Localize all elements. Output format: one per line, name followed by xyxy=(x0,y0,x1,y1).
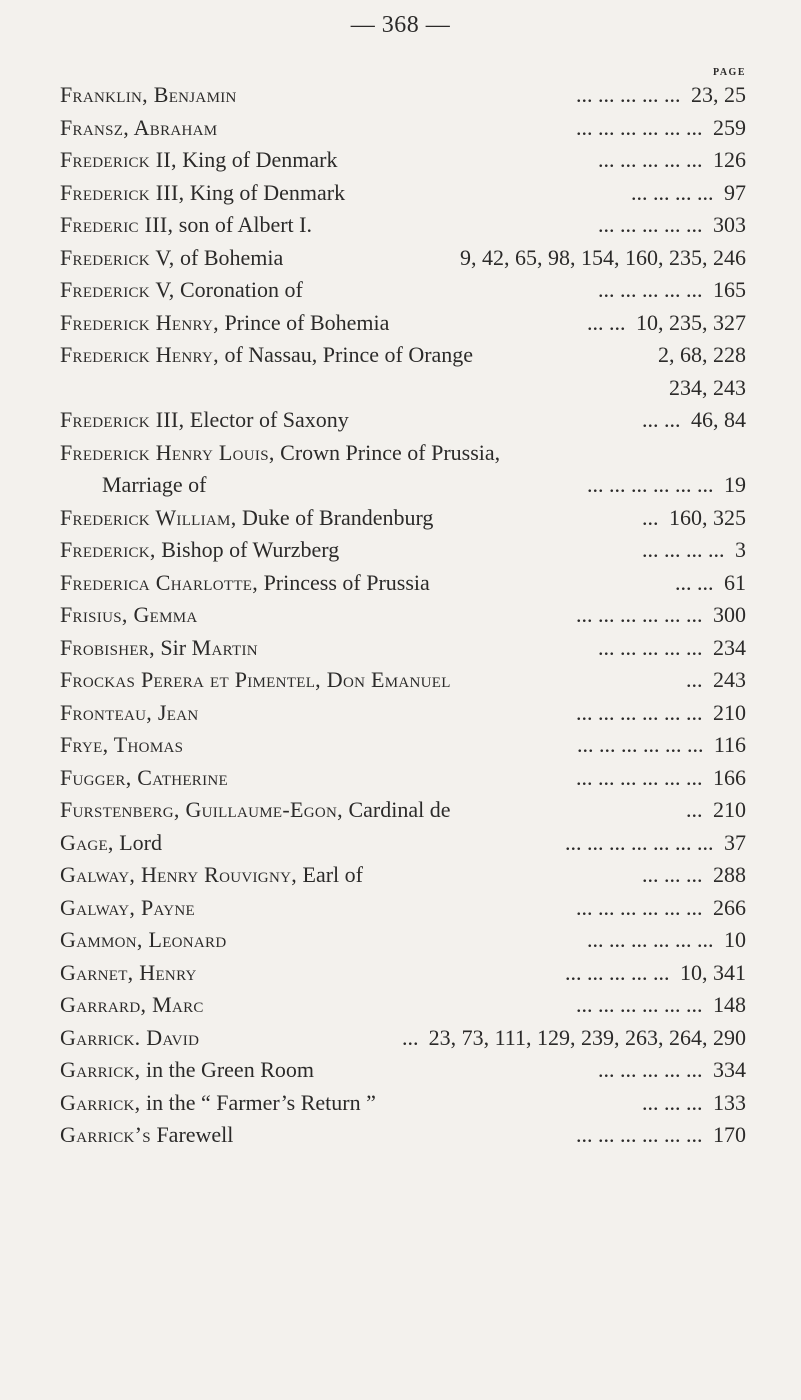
index-entry xyxy=(60,144,746,177)
entry-heading: Frederick II, xyxy=(60,147,177,172)
index-entry xyxy=(60,502,746,535)
index-entry xyxy=(60,209,746,242)
dot-leader: ... ... ... ... ... xyxy=(598,634,703,660)
index-entry xyxy=(60,339,746,372)
dot-leader: ... ... ... ... ... ... xyxy=(576,992,703,1017)
dot-leader: ... xyxy=(686,667,703,692)
entry-subheading: Cardinal de xyxy=(342,797,451,822)
dot-leader: ... ... ... ... ... xyxy=(598,1057,703,1082)
index-entry xyxy=(60,534,746,567)
entry-name xyxy=(60,567,430,600)
entry-heading: Galway, Henry Rouvigny, xyxy=(60,862,298,887)
entry-name xyxy=(60,112,217,145)
entry-name xyxy=(60,794,450,827)
entry-pages: 288 xyxy=(713,862,746,887)
entry-pages: 210 xyxy=(713,699,746,725)
entry-heading: Frederick V, xyxy=(60,244,175,270)
index-entry xyxy=(60,892,746,925)
entry-heading: Gammon, Leonard xyxy=(60,927,227,952)
entry-heading: Frisius, Gemma xyxy=(60,602,198,627)
entry-subheading: Prince of Bohemia xyxy=(218,309,390,335)
entry-heading: Frederick III, xyxy=(60,179,185,205)
index-entry xyxy=(60,112,746,145)
entry-name xyxy=(60,632,258,665)
entry-subheading: Crown Prince of Prussia, xyxy=(274,439,501,465)
dot-leader: ... ... ... ... ... xyxy=(598,277,703,302)
entry-heading: Frederick Henry, xyxy=(60,309,219,335)
entry-pages: 166 xyxy=(713,764,746,790)
entry-pages: 10, 235, 327 xyxy=(636,309,746,335)
entry-heading: Frederica Charlotte, xyxy=(60,569,259,595)
entry-pages: 300 xyxy=(713,602,746,627)
entry-pages: 37 xyxy=(724,829,746,855)
entry-name xyxy=(60,697,199,730)
dot-leader: ... ... ... ... ... ... ... xyxy=(565,829,714,855)
entry-name xyxy=(60,1054,314,1087)
index-entry xyxy=(60,437,746,470)
entry-name xyxy=(60,274,303,307)
dot-leader: ... ... ... ... ... ... xyxy=(576,1122,703,1147)
entry-subheading: Sir xyxy=(154,634,192,660)
entry-pages: 266 xyxy=(713,894,746,920)
entry-name xyxy=(60,404,349,437)
dot-leader: ... ... ... ... ... ... xyxy=(577,732,704,757)
dot-leader: ... ... ... ... ... ... xyxy=(576,699,703,725)
index-entry xyxy=(60,404,746,437)
entry-pages: 23, 73, 111, 129, 239, 263, 264, 290 xyxy=(428,1024,746,1050)
entry-heading: Garrick, xyxy=(60,1089,141,1115)
entry-heading: Frederick Henry Louis, xyxy=(60,439,275,465)
entry-subheading: in the Green Room xyxy=(140,1057,314,1082)
entry-pages: 234, 243 xyxy=(669,374,746,400)
index-entry xyxy=(60,242,746,275)
entry-name xyxy=(60,502,433,535)
entry-pages: 160, 325 xyxy=(669,504,746,530)
dot-leader: ... ... ... ... xyxy=(631,179,714,205)
entry-subheading: Bishop of Wurzberg xyxy=(155,537,340,562)
entry-heading: Frederick III, xyxy=(60,407,185,432)
entry-subheading: Duke of Brandenburg xyxy=(236,504,434,530)
entry-subheading: Lord xyxy=(113,829,162,855)
entry-pages: 19 xyxy=(724,472,746,497)
entry-name xyxy=(102,469,206,502)
entry-subheading: King of Denmark xyxy=(176,147,338,172)
entry-pages: 9, 42, 65, 98, 154, 160, 235, 246 xyxy=(460,244,746,270)
entry-name xyxy=(60,1087,376,1120)
entry-pages: 303 xyxy=(713,212,746,237)
index-entry xyxy=(60,729,746,762)
entry-name xyxy=(60,79,237,112)
entry-subheading: in the “ Farmer’s Return ” xyxy=(140,1089,376,1115)
index-entry xyxy=(60,177,746,210)
index-entry xyxy=(60,957,746,990)
entry-heading: Frederic III, xyxy=(60,212,174,237)
index-entry xyxy=(60,1119,746,1152)
entry-subheading: son of Albert I. xyxy=(173,212,312,237)
entry-pages: 133 xyxy=(713,1089,746,1115)
entry-name xyxy=(60,1022,199,1055)
dot-leader: ... ... ... ... ... ... xyxy=(576,114,703,140)
entry-subheading: Marriage of xyxy=(102,472,207,497)
entry-pages: 210 xyxy=(713,797,746,822)
dot-leader: ... ... ... ... xyxy=(642,537,725,562)
entry-pages: 3 xyxy=(735,537,746,562)
entry-pages: 10 xyxy=(724,927,746,952)
entry-heading: Furstenberg, Guillaume-Egon, xyxy=(60,797,343,822)
index-entry xyxy=(60,697,746,730)
index-entry xyxy=(60,79,746,112)
entry-pages: 10, 341 xyxy=(680,959,746,985)
entry-name xyxy=(60,599,198,632)
index-entry xyxy=(60,1087,746,1120)
entry-name xyxy=(60,729,183,762)
index-entry xyxy=(60,632,746,665)
entry-heading: Frockas Perera et Pimentel, Don Emanuel xyxy=(60,667,451,692)
entry-heading: Garnet, Henry xyxy=(60,959,197,985)
entry-name xyxy=(60,989,204,1022)
entry-pages: 2, 68, 228 xyxy=(658,342,746,367)
entry-heading: Garrick’s xyxy=(60,1122,151,1147)
entry-heading-continued: Martin xyxy=(191,634,258,660)
entry-name xyxy=(60,339,473,372)
entry-heading: Franklin, Benjamin xyxy=(60,82,237,107)
entry-name xyxy=(60,957,197,990)
entry-heading: Frederick William, xyxy=(60,504,237,530)
entry-subheading: of Bohemia xyxy=(174,244,284,270)
entry-name xyxy=(60,144,337,177)
index-entry xyxy=(60,307,746,340)
entry-name xyxy=(60,859,363,892)
page-column-header: PAGE xyxy=(712,67,746,78)
entry-heading: Gage, xyxy=(60,829,114,855)
entry-name xyxy=(60,827,162,860)
entry-name xyxy=(60,307,389,340)
entry-heading: Frederick, xyxy=(60,537,156,562)
entry-heading: Fugger, Catherine xyxy=(60,764,228,790)
entry-pages: 165 xyxy=(713,277,746,302)
entry-heading: Galway, Payne xyxy=(60,894,195,920)
entry-pages: 126 xyxy=(713,147,746,172)
page-number: — 368 — xyxy=(350,12,451,38)
dot-leader: ... ... ... ... ... ... xyxy=(576,894,703,920)
dot-leader: ... ... ... xyxy=(642,862,703,887)
dot-leader: ... ... ... ... ... ... xyxy=(576,764,703,790)
index-entry xyxy=(60,664,746,697)
entry-subheading: Elector of Saxony xyxy=(184,407,349,432)
entry-heading: Frederick Henry, xyxy=(60,342,219,367)
dot-leader: ... ... xyxy=(675,569,714,595)
entry-heading: Garrick, xyxy=(60,1057,141,1082)
entry-heading: Fronteau, Jean xyxy=(60,699,199,725)
entry-subheading: Coronation of xyxy=(174,277,303,302)
entry-name xyxy=(60,892,195,925)
index-entry xyxy=(60,372,746,405)
dot-leader: ... ... ... ... ... xyxy=(598,147,703,172)
entry-pages: 148 xyxy=(713,992,746,1017)
index-entry xyxy=(60,989,746,1022)
entry-name xyxy=(60,664,451,697)
entry-name xyxy=(60,924,227,957)
index-entry xyxy=(60,1022,746,1055)
dot-leader: ... ... xyxy=(642,407,681,432)
index-list xyxy=(60,79,746,1152)
entry-name xyxy=(60,242,283,275)
index-entry xyxy=(60,827,746,860)
entry-pages: 46, 84 xyxy=(691,407,746,432)
dot-leader: ... ... ... ... ... ... xyxy=(576,602,703,627)
entry-heading: Frye, Thomas xyxy=(60,732,184,757)
entry-pages: 234 xyxy=(713,634,746,660)
entry-name xyxy=(60,1119,233,1152)
dot-leader: ... xyxy=(686,797,703,822)
entry-name xyxy=(60,177,345,210)
entry-pages: 170 xyxy=(713,1122,746,1147)
entry-heading: Frederick V, xyxy=(60,277,175,302)
entry-subheading: Princess of Prussia xyxy=(258,569,430,595)
dot-leader: ... ... ... xyxy=(642,1089,703,1115)
dot-leader: ... ... ... ... ... ... xyxy=(587,927,714,952)
entry-pages: 23, 25 xyxy=(691,82,746,107)
index-entry xyxy=(60,599,746,632)
entry-pages: 334 xyxy=(713,1057,746,1082)
entry-pages: 259 xyxy=(713,114,746,140)
entry-heading: Frobisher, xyxy=(60,634,155,660)
entry-subheading: Earl of xyxy=(297,862,363,887)
entry-subheading: of Nassau, Prince of Orange xyxy=(218,342,474,367)
dot-leader: ... ... ... ... ... ... xyxy=(587,472,714,497)
index-entry xyxy=(60,762,746,795)
entry-pages: 61 xyxy=(724,569,746,595)
entry-pages: 97 xyxy=(724,179,746,205)
index-entry xyxy=(60,924,746,957)
index-entry xyxy=(60,469,746,502)
dot-leader: ... xyxy=(642,504,659,530)
entry-heading: Garrick. David xyxy=(60,1024,200,1050)
dot-leader: ... ... ... ... ... xyxy=(576,82,681,107)
entry-name xyxy=(60,209,312,242)
dot-leader: ... ... xyxy=(587,309,626,335)
index-entry xyxy=(60,859,746,892)
dot-leader: ... ... ... ... ... xyxy=(565,959,670,985)
index-entry xyxy=(60,1054,746,1087)
index-entry xyxy=(60,567,746,600)
entry-subheading: King of Denmark xyxy=(184,179,346,205)
dot-leader: ... xyxy=(402,1024,419,1050)
entry-pages: 243 xyxy=(713,667,746,692)
dot-leader: ... ... ... ... ... xyxy=(598,212,703,237)
index-entry xyxy=(60,794,746,827)
entry-subheading: Farewell xyxy=(150,1122,234,1147)
entry-name xyxy=(60,762,228,795)
index-entry xyxy=(60,274,746,307)
entry-name xyxy=(60,437,500,470)
entry-heading: Fransz, Abraham xyxy=(60,114,218,140)
entry-name xyxy=(60,534,339,567)
entry-heading: Garrard, Marc xyxy=(60,992,204,1017)
entry-pages: 116 xyxy=(713,732,746,757)
